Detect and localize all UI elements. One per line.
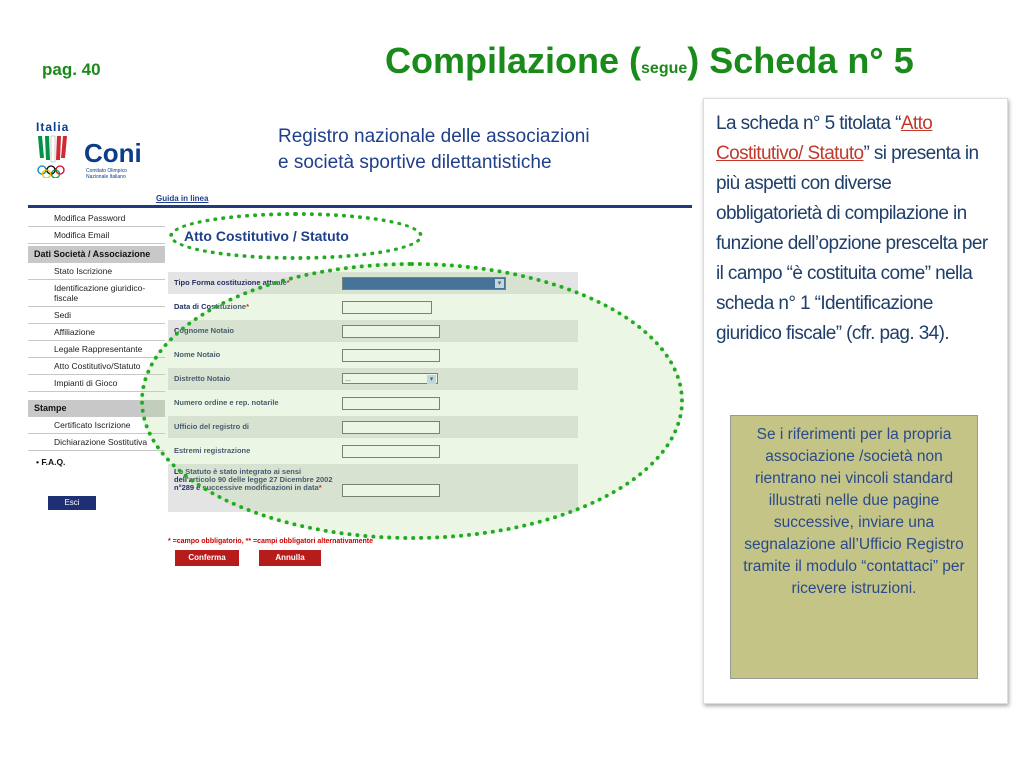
coni-logo: Italia Coni Comitato Olimpico Nazionale Italiano <box>36 120 142 180</box>
field-label: Cognome Notaio <box>174 326 234 335</box>
exit-button[interactable]: Esci <box>48 496 96 510</box>
field-label: Lo Statuto è stato integrato ai sensi dell'articolo 90 delle legge 27 Dicembre 2002 n°289 e successive modificazioni in data* <box>174 467 333 492</box>
field-label: Nome Notaio <box>174 350 221 359</box>
note-text: Se i riferimenti per la propria associazione /società non rientrano nei vincoli standard illustrati nelle due pagine successive, inviare una segnalazione all’Ufficio Registro tramite il modulo “contattaci” per ricevere istruzioni. <box>743 426 965 597</box>
page-number: pag. 40 <box>42 60 101 79</box>
sidebar-item-dichiarazione[interactable]: Dichiarazione Sostitutiva <box>28 434 165 451</box>
app-header: Registro nazionale delle associazioni e società sportive dilettantistiche <box>278 126 590 173</box>
sidebar-item-legale-rappresentante[interactable]: Legale Rappresentante <box>28 341 165 358</box>
sidebar-item-identificazione[interactable]: Identificazione giuridico-fiscale <box>28 280 165 307</box>
confirm-button[interactable]: Conferma <box>175 550 239 566</box>
slide-title: Compilazione (segue) Scheda n° 5 <box>385 40 914 81</box>
title-highlight <box>169 212 423 260</box>
field-label: Tipo Forma costituzione attuale* <box>174 278 290 287</box>
sidebar-item-atto-costitutivo[interactable]: Atto Costitutivo/Statuto <box>28 358 165 375</box>
chevron-down-icon: ▾ <box>427 375 436 384</box>
chevron-down-icon: ▾ <box>495 279 504 288</box>
guide-link[interactable]: Guida in linea <box>156 194 209 203</box>
distretto-notaio-select[interactable]: ... ▾ <box>342 373 438 384</box>
cancel-button[interactable]: Annulla <box>259 550 321 566</box>
sidebar-section-dati: Dati Società / Associazione <box>28 246 165 263</box>
field-label: Estremi registrazione <box>174 446 251 455</box>
form-title: Atto Costitutivo / Statuto <box>184 228 349 244</box>
explanation-panel <box>703 98 1008 704</box>
sidebar-item-modifica-password[interactable]: Modifica Password <box>28 210 165 227</box>
note-box <box>730 415 978 679</box>
app-screenshot <box>28 112 692 582</box>
sidebar-item-faq[interactable]: • F.A.Q. <box>36 457 66 467</box>
form-highlight <box>140 262 684 540</box>
sidebar-item-affiliazione[interactable]: Affiliazione <box>28 324 165 341</box>
header-divider <box>28 205 692 208</box>
sidebar-nav <box>28 210 165 470</box>
required-legend: * =campo obbligatorio, ** =campi obbligatori alternativamente <box>168 538 373 545</box>
sidebar-item-impianti[interactable]: Impianti di Gioco <box>28 375 165 392</box>
field-label: Distretto Notaio <box>174 374 231 383</box>
explanation-text: La scheda n° 5 titolata “Atto Costitutivo/ Statuto” si presenta in più aspetti con diverse obbligatorietà di compilazione in funzione dell’opzione prescelta per il campo “è costituita come” nella scheda n° 1 “Identificazione giuridico fiscale” (cfr. pag. 34). <box>716 113 988 344</box>
sidebar-item-modifica-email[interactable]: Modifica Email <box>28 227 165 244</box>
coni-emblem-icon <box>34 132 80 178</box>
sidebar-item-stato-iscrizione[interactable]: Stato Iscrizione <box>28 263 165 280</box>
sidebar-item-sedi[interactable]: Sedi <box>28 307 165 324</box>
field-label: Ufficio del registro di <box>174 422 250 431</box>
sidebar-item-certificato[interactable]: Certificato Iscrizione <box>28 417 165 434</box>
sidebar-section-stampe: Stampe <box>28 400 165 417</box>
field-label: Numero ordine e rep. notarile <box>174 398 279 407</box>
field-label: Data di Costituzione* <box>174 302 250 311</box>
